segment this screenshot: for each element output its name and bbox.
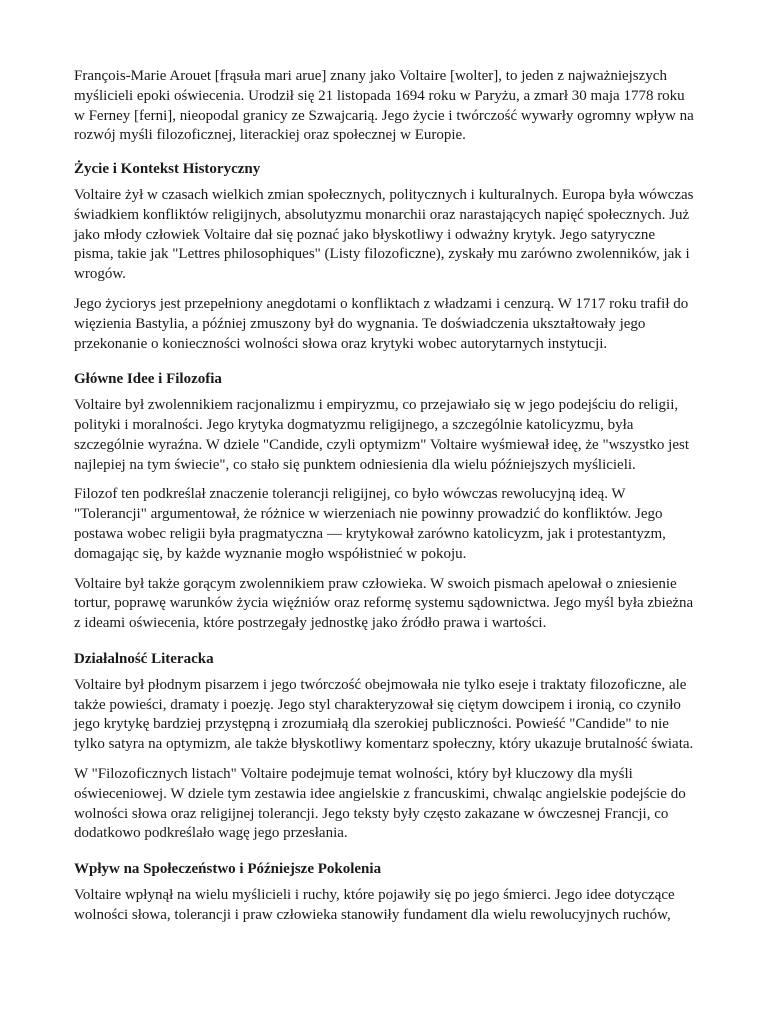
section-life-context bbox=[74, 160, 696, 354]
section-influence bbox=[74, 860, 696, 925]
paragraph: Jego życiorys jest przepełniony anegdotami o konfliktach z władzami i cenzurą. W 1717 roku trafił do więzienia Bastylia, a później zmuszony był do wygnania. Te doświadczenia ukształtowały jego przekonanie o konieczności wolności słowa oraz krytyki wobec autorytarnych instytucji. bbox=[74, 295, 689, 352]
section-heading: Życie i Kontekst Historyczny bbox=[74, 161, 261, 178]
paragraph: W "Filozoficznych listach" Voltaire podejmuje temat wolności, który był kluczowy dla myśli oświeceniowej. W dziele tym zestawia idee angielskie z francuskimi, chwaląc angielskie podejście do wolności słowa oraz religijnej tolerancji. Jego teksty były często zakazane w ówczesnej Francji, co dodatkowo podkreślało wagę jego przesłania. bbox=[74, 765, 686, 842]
intro-paragraph: François-Marie Arouet [frąsuła mari arue] znany jako Voltaire [wolter], to jeden z najważniejszych myślicieli epoki oświecenia. Urodził się 21 listopada 1694 roku w Paryżu, a zmarł 30 maja 1778 roku w Ferney [ferni], nieopodal granicy ze Szwajcarią. Jego życie i twórczość wywarły ogromny wpływ na rozwój myśli filozoficznej, literackiej oraz społecznej w Europie. bbox=[74, 68, 694, 144]
section-literary-work bbox=[74, 650, 696, 844]
paragraph: Voltaire był płodnym pisarzem i jego twórczość obejmowała nie tylko eseje i traktaty filozoficzne, ale także powieści, dramaty i poezję. Jego styl charakteryzował się ciętym dowcipem i ironią, co czyniło jego krytykę bardziej przystępną i zrozumiałą dla szerokiej publiczności. Powieść "Candide" to nie tylko satyra na optymizm, ale także błyskotliwy komentarz społeczny, który ukazuje brutalność świata. bbox=[74, 676, 694, 753]
section-heading: Działalność Literacka bbox=[74, 650, 214, 667]
paragraph: Voltaire żył w czasach wielkich zmian społecznych, politycznych i kulturalnych. Europa była wówczas świadkiem konfliktów religijnych, absolutyzmu monarchii oraz narastających napięć społecznych. Już jako młody człowiek Voltaire dał się poznać jako błyskotliwy i odważny krytyk. Jego satyryczne pisma, takie jak "Lettres philosophiques" (Listy filozoficzne), zyskały mu zarówno zwolenników, jak i wrogów. bbox=[74, 186, 694, 283]
paragraph: Filozof ten podkreślał znaczenie tolerancji religijnej, co było wówczas rewolucyjną ideą. W "Tolerancji" argumentował, że różnice w wierzeniach nie powinny prowadzić do konfliktów. Jego postawa wobec religii była pragmatyczna — krytykował zarówno katolicyzm, jak i protestantyzm, domagając się, by każde wyznanie mogło współistnieć w pokoju. bbox=[74, 486, 666, 562]
paragraph: Voltaire był zwolennikiem racjonalizmu i empiryzmu, co przejawiało się w jego podejściu do religii, polityki i moralności. Jego krytyka dogmatyzmu religijnego, a szczególnie katolicyzmu, była szczególnie wyraźna. W dziele "Candide, czyli optymizm" Voltaire wyśmiewał ideę, że "wszystko jest najlepiej na tym świecie", co stało się punktem odniesienia dla wielu późniejszych myślicieli. bbox=[74, 397, 689, 473]
section-heading: Wpływ na Społeczeństwo i Późniejsze Pokolenia bbox=[74, 861, 382, 878]
paragraph: Voltaire wpłynął na wielu myślicieli i ruchy, które pojawiły się po jego śmierci. Jego idee dotyczące wolności słowa, tolerancji i praw człowieka stanowiły fundament dla wielu rewolucyjnych ruchów, bbox=[74, 886, 675, 923]
section-heading: Główne Idee i Filozofia bbox=[74, 371, 222, 388]
paragraph: Voltaire był także gorącym zwolennikiem praw człowieka. W swoich pismach apelował o zniesienie tortur, poprawę warunków życia więźniów oraz reformę systemu sądownictwa. Jego myśl była zbieżna z ideami oświecenia, które postrzegały jednostkę jako źródło prawa i wartości. bbox=[74, 575, 694, 632]
section-ideas-philosophy bbox=[74, 370, 696, 634]
document-page bbox=[74, 67, 696, 935]
